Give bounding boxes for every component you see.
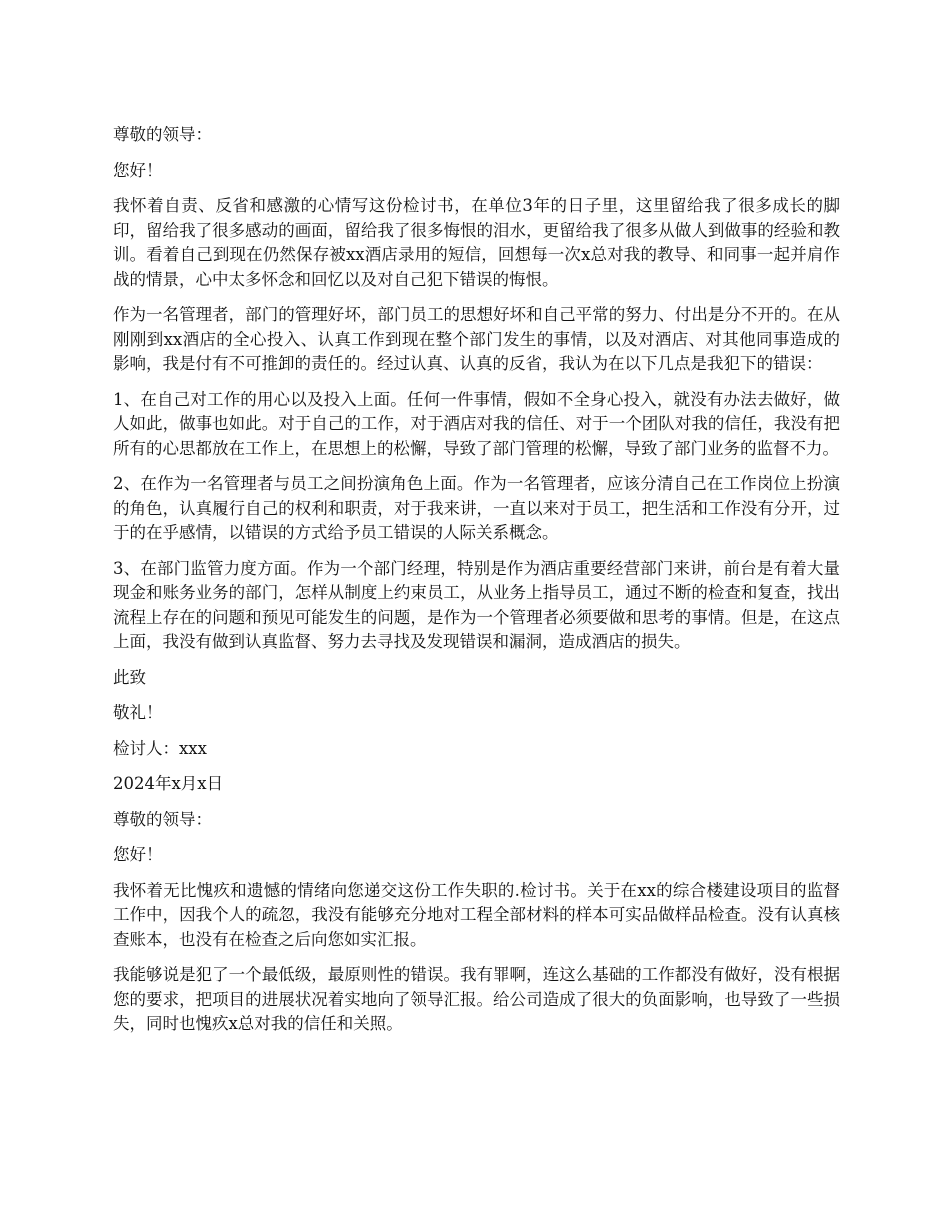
letter1-date: 2024年x月x日 [113, 774, 224, 793]
letter1-paragraph-2: 作为一名管理者，部门的管理好坏，部门员工的思想好坏和自己平常的努力、付出是分不开的。在从刚刚到xx酒店的全心投入、认真工作到现在整个部门发生的事情，以及对酒店、对其他同事造成的影响，我是付有不可推卸的责任的。经过认真、认真的反省，我认为在以下几点是我犯下的错误： [113, 305, 840, 373]
letter1-paragraph-3: 1、在自己对工作的用心以及投入上面。任何一件事情，假如不全身心投入，就没有办法去做好，做人如此，做事也如此。对于自己的工作，对于酒店对我的信任、对于一个团队对我的信任，我没有把所有的心思都放在工作上，在思想上的松懈，导致了部门管理的松懈，导致了部门业务的监督不力。 [113, 389, 840, 458]
letter2-greeting: 您好！ [113, 845, 163, 864]
letter1-greeting: 您好！ [113, 160, 163, 180]
letter1-signer: 检讨人：xxx [113, 738, 207, 758]
letter1-closing: 此致 [113, 667, 146, 687]
letter2-paragraph-2: 我能够说是犯了一个最低级，最原则性的错误。我有罪啊，连这么基础的工作都没有做好，没有根据您的要求，把项目的进展状况着实地向了领导汇报。给公司造成了很大的负面影响，也导致了一些损失，同时也愧疚x总对我的信任和关照。 [113, 965, 840, 1033]
letter1-paragraph-5: 3、在部门监管力度方面。作为一个部门经理，特别是作为酒店重要经营部门来讲，前台是有着大量现金和账务业务的部门，怎样从制度上约束员工，从业务上指导员工，通过不断的检查和复查，找出流程上存在的问题和预见可能发生的问题，是作为一个管理者必须要做和思考的事情。但是，在这点上面，我没有做到认真监督、努力去寻找及发现错误和漏洞，造成酒店的损失。 [113, 558, 840, 651]
letter2-salutation: 尊敬的领导： [113, 809, 212, 829]
letter1-regards: 敬礼！ [113, 703, 163, 722]
letter2-paragraph-1: 我怀着无比愧疚和遗憾的情绪向您递交这份工作失职的.检讨书。关于在xx的综合楼建设项目的监督工作中，因我个人的疏忽，我没有能够充分地对工程全部材料的样本可实品做样品检查。没有认真核查账本，也没有在检查之后向您如实汇报。 [113, 880, 840, 949]
letter1-paragraph-1: 我怀着自责、反省和感激的心情写这份检讨书，在单位3年的日子里，这里留给我了很多成长的脚印，留给我了很多感动的画面，留给我了很多悔恨的泪水，更留给我了很多从做人到做事的经验和教训。看着自己到现在仍然保存被xx酒店录用的短信，回想每一次x总对我的教导、和同事一起并肩作战的情景，心中太多怀念和回忆以及对自己犯下错误的悔恨。 [113, 196, 840, 289]
letter1-paragraph-4: 2、在作为一名管理者与员工之间扮演角色上面。作为一名管理者，应该分清自己在工作岗位上扮演的角色，认真履行自己的权利和职责，对于我来讲，一直以来对于员工，把生活和工作没有分开，过于的在乎感情，以错误的方式给予员工错误的人际关系概念。 [113, 474, 840, 542]
letter1-salutation: 尊敬的领导： [113, 125, 212, 144]
document-page [113, 123, 840, 1048]
